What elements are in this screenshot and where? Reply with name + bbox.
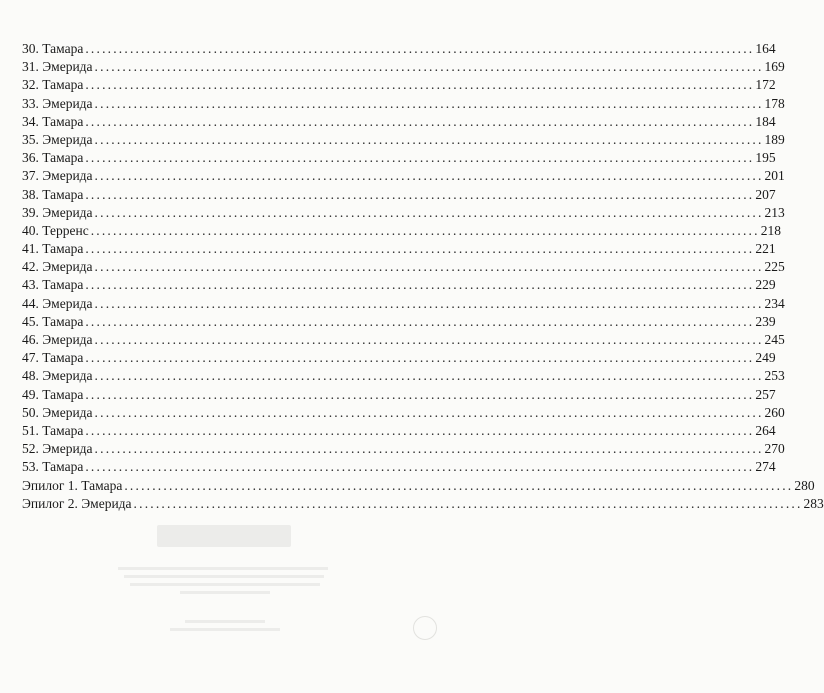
toc-entry [22,240,776,258]
toc-leader-dots: ........................................................................................................................ [90,222,760,238]
toc-entry-page: 221 [755,241,776,257]
toc-leader-dots: ........................................................................................................................ [94,59,764,75]
toc-entry-page: 264 [755,422,776,438]
toc-leader-dots: ........................................................................................................................ [85,313,755,329]
toc-entry-title: 36. Тамара [22,150,84,166]
toc-entry-title: 51. Тамара [22,422,84,438]
toc-entry-page: 207 [755,186,776,202]
toc-leader-dots: ........................................................................................................................ [94,441,764,457]
toc-entry-title: 43. Тамара [22,277,84,293]
toc-entry-title: Эпилог 2. Эмерида [22,495,132,511]
toc-leader-dots: ........................................................................................................................ [94,259,764,275]
toc-entry-page: 229 [755,277,776,293]
toc-entry-page: 239 [755,313,776,329]
toc-leader-dots: ........................................................................................................................ [85,277,755,293]
toc-entry-title: 34. Тамара [22,113,84,129]
toc-entry-page: 172 [755,77,776,93]
toc-entry [22,186,776,204]
toc-leader-dots: ........................................................................................................................ [94,404,764,420]
toc-leader-dots: ........................................................................................................................ [85,386,755,402]
toc-entry-title: 48. Эмерида [22,368,93,384]
toc-entry-page: 225 [764,259,785,275]
bleed-through-line [130,583,320,586]
toc-leader-dots: ........................................................................................................................ [85,186,755,202]
bleed-through-line [170,628,280,631]
toc-entry [22,204,785,222]
toc-entry-page: 274 [755,459,776,475]
toc-entry-page: 257 [755,386,776,402]
toc-entry-title: 39. Эмерида [22,204,93,220]
toc-leader-dots: ........................................................................................................................ [85,41,755,56]
toc-entry [22,458,776,476]
toc-entry [22,495,824,513]
toc-leader-dots: ........................................................................................................................ [85,422,755,438]
toc-entry-page: 218 [760,222,781,238]
toc-entry-title: 52. Эмерида [22,441,93,457]
toc-entry [22,386,776,404]
toc-entry-title: 53. Тамара [22,459,84,475]
toc-entry-page: 253 [764,368,785,384]
toc-entry-page: 280 [794,477,815,493]
toc-entry-page: 249 [755,350,776,366]
toc-entry [22,367,785,385]
table-of-contents [22,40,824,513]
toc-leader-dots: ........................................................................................................................ [85,113,755,129]
toc-entry-title: 40. Терренс [22,222,89,238]
toc-entry-page: 178 [764,95,785,111]
toc-entry [22,149,776,167]
toc-entry-page: 245 [764,332,785,347]
toc-entry-page: 260 [764,404,785,420]
bleed-through-line [185,620,265,623]
toc-entry [22,76,776,94]
toc-entry-title: 33. Эмерида [22,95,93,111]
toc-entry [22,222,781,240]
toc-leader-dots: ........................................................................................................................ [94,168,764,184]
toc-entry-title: 44. Эмерида [22,295,93,311]
toc-entry [22,349,776,367]
toc-entry-page: 184 [755,113,776,129]
toc-entry-title: 50. Эмерида [22,404,93,420]
toc-entry-title: 46. Эмерида [22,332,93,347]
toc-entry [22,276,776,294]
toc-entry [22,422,776,440]
toc-leader-dots: ........................................................................................................................ [94,332,764,347]
toc-leader-dots: ........................................................................................................................ [85,241,755,257]
toc-entry [22,113,776,131]
toc-entry [22,331,785,349]
toc-entry-title: 47. Тамара [22,350,84,366]
toc-entry [22,404,785,422]
toc-entry-title: Эпилог 1. Тамара [22,477,123,493]
toc-entry-title: 38. Тамара [22,186,84,202]
toc-entry-page: 213 [764,204,785,220]
toc-entry-title: 37. Эмерида [22,168,93,184]
toc-leader-dots: ........................................................................................................................ [85,350,755,366]
toc-entry [22,313,776,331]
toc-entry-page: 169 [764,59,785,75]
toc-leader-dots: ........................................................................................................................ [85,459,755,475]
age-rating-stamp-icon [413,616,437,640]
toc-entry-page: 195 [755,150,776,166]
bleed-through-logo [157,525,291,547]
toc-entry [22,477,815,495]
toc-entry-page: 234 [764,295,785,311]
toc-entry-page: 164 [755,41,776,56]
toc-entry-title: 31. Эмерида [22,59,93,75]
bleed-through-line [180,591,270,594]
toc-leader-dots: ........................................................................................................................ [85,77,755,93]
toc-entry [22,131,785,149]
toc-entry-title: 41. Тамара [22,241,84,257]
toc-leader-dots: ........................................................................................................................ [94,295,764,311]
toc-entry [22,58,785,76]
toc-entry [22,258,785,276]
toc-entry-page: 270 [764,441,785,457]
toc-entry [22,40,776,58]
toc-entry-title: 30. Тамара [22,41,84,56]
toc-entry [22,95,785,113]
toc-leader-dots: ........................................................................................................................ [94,204,764,220]
toc-entry-title: 49. Тамара [22,386,84,402]
toc-leader-dots: ........................................................................................................................ [94,95,764,111]
toc-entry-page: 201 [764,168,785,184]
bleed-through-line [118,567,328,570]
toc-entry [22,295,785,313]
toc-entry-title: 35. Эмерида [22,131,93,147]
toc-entry-page: 283 [803,495,824,511]
toc-leader-dots: ........................................................................................................................ [94,368,764,384]
toc-entry-title: 32. Тамара [22,77,84,93]
toc-leader-dots: ........................................................................................................................ [94,131,764,147]
toc-entry-title: 42. Эмерида [22,259,93,275]
toc-entry [22,440,785,458]
toc-entry-title: 45. Тамара [22,313,84,329]
toc-entry-page: 189 [764,131,785,147]
toc-entry [22,167,785,185]
bleed-through-line [124,575,324,578]
toc-leader-dots: ........................................................................................................................ [85,150,755,166]
toc-leader-dots: ........................................................................................................................ [124,477,794,493]
toc-leader-dots: ........................................................................................................................ [133,495,803,511]
